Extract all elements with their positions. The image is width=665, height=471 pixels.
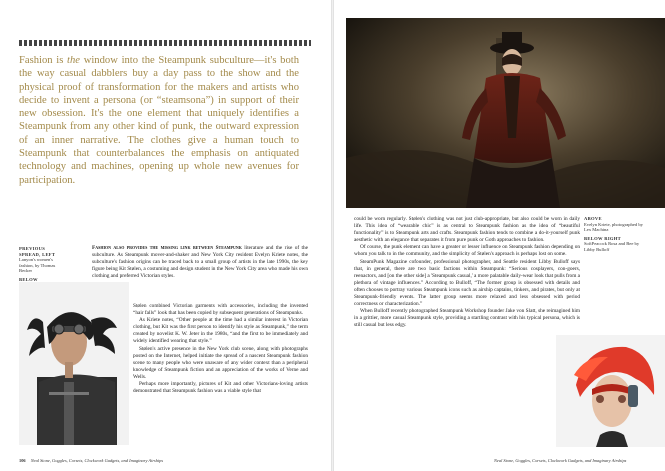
caption-text: Evelyn Kriete, photographed by Lex Machina [584,221,643,233]
evelyn-kriete-photo [346,18,665,208]
left-page [0,0,331,471]
body-paragraph: Of course, the punk element can have a greater or lesser influence on Steampunk fashion depending on whom you talk to in the community, and the simplicity of Stølen's approach is perhaps lost on some. [354,244,580,258]
body-text: literature and the rise of the subculture. As Steampunk mover-and-shaker and New York City resident Evelyn Kriete notes, the subculture's fashion origins can be traced back to a small group of artists in the late 1990s, the key figure being Kit Stølen, a costuming and design student in the New York City area who made his own clothing and preferred Victorian styles. [92,245,309,280]
body-paragraph: Stølen's active presence in the New York club scene, along with photographs posted on the Internet, helped initiate the spread of a nascent Steampunk fashion scene to many people who were unaware of any wider context than a peripheral knowledge of Steampunk fiction and an appreciation of the works of Verne and Wells. [133,345,308,380]
running-title: Neal Stone, Goggles, Corsets, Clockwork Gadgets, and Imaginary Airships [30,458,164,463]
running-title: Neal Stone, Goggles, Corsets, Clockwork Gadgets, and Imaginary Airships [494,458,627,463]
red-hair-photo [556,335,665,447]
caption-label: BELOW RIGHT [584,235,622,241]
dotted-rule [19,40,311,46]
left-footer [19,458,163,463]
caption-text: Lanyon's women's fashion, by Thomas Becker [19,257,56,274]
page-number: 106 [19,458,26,463]
body-paragraph: As Kriete notes, “Other people at the time had a similar interest in Victorian clothing, but Kit was the first person to identify his style as Steampunk,” the term created by novelist K. W. Jeter in the 1980s, “and the first to be immediately and widely identified wearing that style.” [133,317,308,345]
kit-stolen-photo [19,282,129,445]
body-paragraph: Perhaps more importantly, pictures of Kit and other Victorians-loving artists demonstrated that Steampunk fashion was a viable style that [133,381,308,395]
caption-label: PREVIOUS SPREAD, LEFT [19,246,56,257]
body-lead-in: Fashion also provides the missing link between Steampunk [92,245,242,251]
body-lead-block [92,245,308,280]
body-paragraph: When Bulloff recently photographed Steampunk Workshop founder Jake von Slatt, she reimagined him in a grittier, more casual Steampunk style, providing a startling contrast with his typical persona, which is still casual but less edgy. [354,308,580,329]
caption-text: SoftPeacock Rosa and Bee by Libby Bulloff [584,241,640,252]
body-paragraph: Stølen combined Victorian garments with accessories, including the invented “hair falls” look that has been copied by subsequent generations of Steampunks. [133,303,308,317]
right-body-column [354,216,580,330]
left-body-column [133,303,308,395]
body-paragraph: SteamPunk Magazine cofounder, professional photographer, and Seattle resident Libby Bulloff says that, in general, there are two basic factions within Steampunk: “Serious cosplayers, con-goers, reenactors, and [on the other side] a 'Steampunk casual,' a more palatable daily-wear look that pulls from a plethora of vintage influences.” According to Bulloff, “The former group is obsessed with details and often chooses to portray various Steampunk icons such as airship captains, tinkers, and pirates, but only at Steampunk-friendly events. The latter group seems more relaxed and less obsessed with period correctness or characterization.” [354,258,580,308]
caption-label: ABOVE [584,216,602,221]
body-paragraph: could be worn regularly. Stølen's clothing was not just club-appropriate, but also could be worn in daily life. This idea of “wearable chic” is as central to Steampunk fashion as the idea of “beautiful functionality” is to Steampunk arts and crafts. Steampunk fashion tends to combine a do-it-yourself punk aesthetic with an elegance that separates it from pure punk or Goth approaches to fashion. [354,216,580,244]
right-footer [494,458,626,463]
right-captions [584,216,650,256]
caption-label: BELOW [19,276,38,282]
right-page [334,0,665,471]
intro-paragraph: Fashion is the window into the Steampunk subculture—it's both the way casual dabblers buy a day pass to the show and the physical proof of transformation for the makers and artists who decide to invent a persona (or “steamsona”) in support of their new obsession. It's the one element that uniquely identifies a Steampunk from any other kind of punk, the outward expression of an inner narrative. The clothes give a human touch to Steampunk that counterbalances the emphasis on antiquated technology and machines, opening up whole new avenues for participation. [19,55,299,186]
